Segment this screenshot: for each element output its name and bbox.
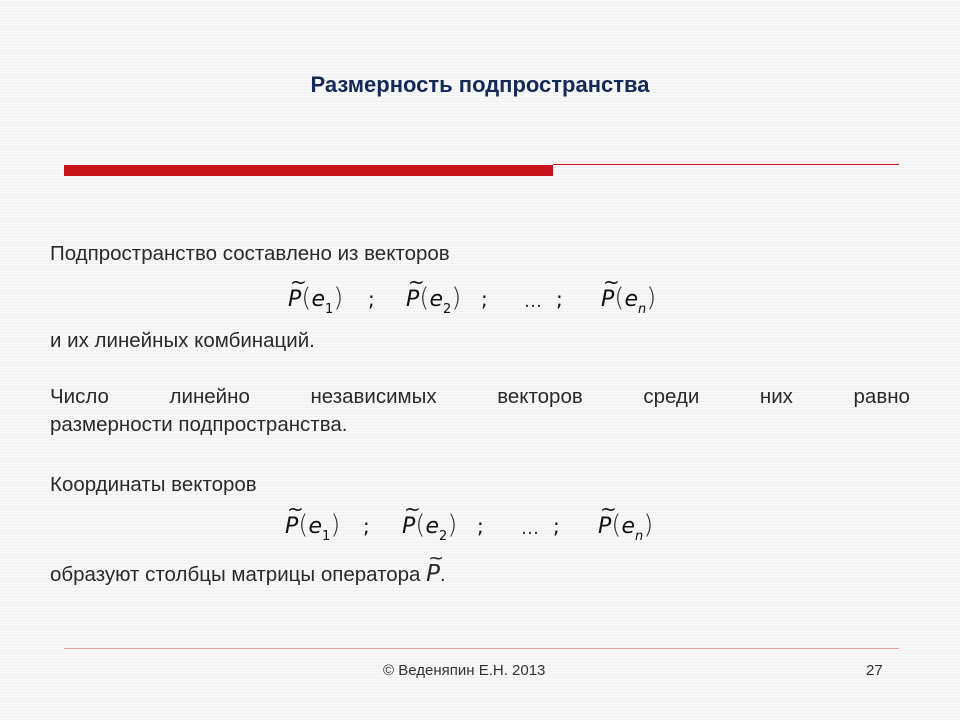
- formula-separator: ;: [368, 287, 375, 311]
- paragraph-matrix-columns: образуют столбцы матрицы оператора ~ P.: [50, 547, 446, 587]
- paragraph-combinations: и их линейных комбинаций.: [50, 329, 315, 352]
- formula-vectors-2: [285, 497, 685, 550]
- slide-title: Размерность подпространства: [310, 72, 650, 97]
- footer-divider: [64, 648, 899, 649]
- formula-term: ~ $P(e_n)$: [601, 270, 657, 317]
- formula-vectors-1: [288, 270, 688, 323]
- footer-copyright: © Веденяпин Е.Н. 2013: [383, 662, 546, 679]
- formula-separator: ;: [363, 514, 370, 538]
- paragraph-vectors: Подпространство составлено из векторов: [50, 242, 450, 265]
- formula-term: ~ $P(e_2)$: [402, 497, 458, 544]
- paragraph-dimension: Число линейно независимых векторов среди них равно размерности подпространства.: [50, 385, 910, 436]
- formula-ellipsis: …: [521, 518, 539, 539]
- formula-ellipsis: …: [524, 291, 542, 312]
- formula-separator: ;: [481, 287, 488, 311]
- formula-term: ~ $P(e_1)$: [288, 270, 344, 317]
- formula-term: ~ $P(e_n)$: [598, 497, 654, 544]
- formula-separator: ;: [477, 514, 484, 538]
- paragraph-coordinates: Координаты векторов: [50, 473, 257, 496]
- title-accent-line: [553, 164, 899, 165]
- formula-term: ~ $P(e_1)$: [285, 497, 341, 544]
- formula-term: ~ $P(e_2)$: [406, 270, 462, 317]
- title-accent-bar: [64, 165, 553, 176]
- formula-separator: ;: [553, 514, 560, 538]
- page-number: 27: [866, 662, 883, 679]
- operator-symbol: ~ P: [426, 547, 445, 587]
- formula-separator: ;: [556, 287, 563, 311]
- justified-line: Число линейно независимых векторов среди них равно: [50, 385, 910, 408]
